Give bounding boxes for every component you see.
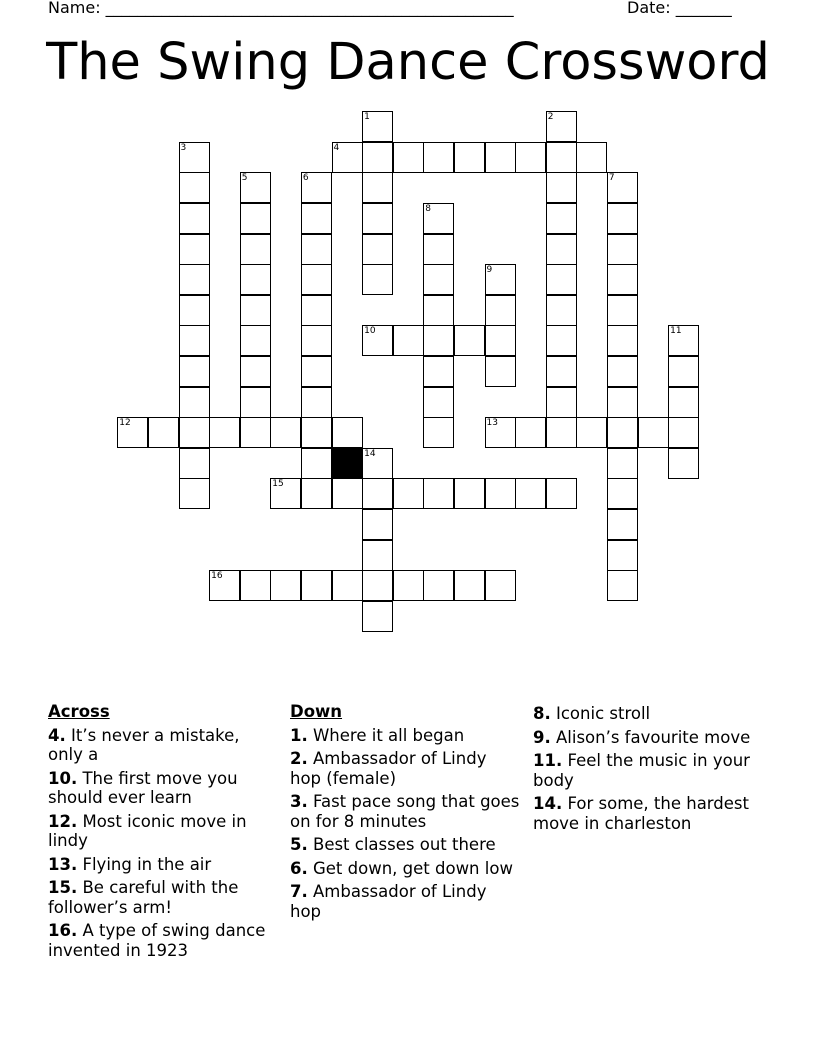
clue-number: 7 — [608, 173, 615, 184]
across-clue: 16. A type of swing dance invented in 1923 — [48, 921, 266, 960]
grid-cell[interactable] — [240, 295, 271, 326]
grid-cell[interactable] — [301, 356, 332, 387]
grid-cell[interactable] — [301, 234, 332, 265]
grid-cell[interactable] — [607, 387, 638, 418]
grid-cell[interactable] — [393, 570, 424, 601]
grid-cell[interactable] — [240, 172, 271, 203]
down-clue: 2. Ambassador of Lindy hop (female) — [290, 749, 487, 788]
grid-cell[interactable] — [362, 264, 393, 295]
grid-cell[interactable] — [393, 325, 424, 356]
grid-cell[interactable] — [179, 142, 210, 173]
grid-cell[interactable] — [240, 387, 271, 418]
grid-cell[interactable] — [485, 295, 516, 326]
grid-cell[interactable] — [362, 111, 393, 142]
grid-cell[interactable] — [576, 142, 607, 173]
grid-cell[interactable] — [179, 295, 210, 326]
grid-cell[interactable] — [546, 325, 577, 356]
grid-cell[interactable] — [423, 203, 454, 234]
clue-number: 1 — [364, 112, 370, 123]
down-clues-continued — [533, 704, 763, 837]
grid-cell[interactable] — [546, 295, 577, 326]
grid-cell[interactable] — [362, 234, 393, 265]
grid-cell[interactable] — [332, 570, 363, 601]
grid-cell[interactable] — [546, 172, 577, 203]
down-clue: 5. Best classes out there — [290, 835, 496, 854]
grid-cell[interactable] — [607, 356, 638, 387]
grid-cell[interactable] — [668, 417, 699, 448]
grid-cell[interactable] — [301, 570, 332, 601]
clue-number: 9 — [486, 265, 493, 276]
grid-cell[interactable] — [607, 203, 638, 234]
grid-cell[interactable] — [607, 540, 638, 571]
grid-cell[interactable] — [393, 478, 424, 509]
grid-cell[interactable] — [362, 203, 393, 234]
grid-cell[interactable] — [179, 417, 210, 448]
grid-cell[interactable] — [270, 570, 301, 601]
name-field-label: Name: ___________________________________________________ — [48, 0, 514, 17]
grid-cell[interactable] — [607, 478, 638, 509]
grid-cell[interactable] — [179, 356, 210, 387]
across-clue: 4. It’s never a mistake, only a — [48, 725, 240, 764]
grid-cell[interactable] — [362, 325, 393, 356]
grid-cell[interactable] — [546, 417, 577, 448]
grid-cell[interactable] — [423, 570, 454, 601]
grid-cell[interactable] — [454, 325, 485, 356]
clue-number: 2 — [547, 112, 554, 123]
grid-cell[interactable] — [454, 478, 485, 509]
grid-cell[interactable] — [423, 478, 454, 509]
grid-cell[interactable] — [332, 142, 363, 173]
clue-number: 5 — [241, 173, 248, 184]
grid-cell[interactable] — [362, 142, 393, 173]
across-clue: 15. Be careful with the follower’s arm! — [48, 878, 239, 917]
grid-cell[interactable] — [423, 234, 454, 265]
grid-cell[interactable] — [485, 417, 516, 448]
grid-cell[interactable] — [332, 478, 363, 509]
grid-cell[interactable] — [607, 448, 638, 479]
grid-cell[interactable] — [546, 478, 577, 509]
grid-cell[interactable] — [362, 448, 393, 479]
grid-cell[interactable] — [423, 417, 454, 448]
grid-cell[interactable] — [607, 570, 638, 601]
grid-cell[interactable] — [301, 295, 332, 326]
clue-number: 16 — [211, 571, 223, 582]
grid-cell[interactable] — [332, 417, 363, 448]
clue-number: 12 — [119, 418, 131, 429]
grid-cell[interactable] — [546, 387, 577, 418]
black-square — [332, 448, 363, 479]
grid-cell[interactable] — [148, 417, 179, 448]
grid-cell[interactable] — [179, 325, 210, 356]
grid-cell[interactable] — [393, 142, 424, 173]
grid-cell[interactable] — [179, 203, 210, 234]
grid-cell[interactable] — [362, 601, 393, 632]
grid-cell[interactable] — [668, 356, 699, 387]
across-heading: Across — [48, 702, 110, 721]
grid-cell[interactable] — [576, 417, 607, 448]
grid-cell[interactable] — [607, 172, 638, 203]
grid-cell[interactable] — [301, 325, 332, 356]
grid-cell[interactable] — [179, 478, 210, 509]
grid-cell[interactable] — [240, 356, 271, 387]
grid-cell[interactable] — [301, 478, 332, 509]
grid-cell[interactable] — [546, 356, 577, 387]
grid-cell[interactable] — [362, 172, 393, 203]
grid-cell[interactable] — [515, 417, 546, 448]
grid-cell[interactable] — [515, 478, 546, 509]
grid-cell[interactable] — [546, 264, 577, 295]
grid-cell[interactable] — [607, 234, 638, 265]
clue-number: 8 — [425, 203, 432, 214]
grid-cell[interactable] — [546, 234, 577, 265]
grid-cell[interactable] — [179, 172, 210, 203]
grid-cell[interactable] — [546, 111, 577, 142]
across-clue: 13. Flying in the air — [48, 854, 212, 874]
grid-cell[interactable] — [179, 264, 210, 295]
down-clue: 6. Get down, get down low — [290, 858, 513, 878]
down-clue: 14. For some, the hardest move in charleston — [533, 794, 749, 833]
down-clues — [290, 702, 520, 925]
clue-number: 6 — [302, 173, 309, 184]
grid-cell[interactable] — [668, 325, 699, 356]
grid-cell[interactable] — [240, 325, 271, 356]
grid-cell[interactable] — [423, 142, 454, 173]
date-field-label: Date: _______ — [627, 0, 732, 17]
grid-cell[interactable] — [301, 264, 332, 295]
down-clue: 9. Alison’s favourite move — [533, 727, 751, 747]
grid-cell[interactable] — [209, 570, 240, 601]
grid-cell[interactable] — [454, 570, 485, 601]
clue-number: 10 — [364, 326, 376, 337]
grid-cell[interactable] — [607, 295, 638, 326]
clue-number: 13 — [486, 418, 498, 429]
grid-cell[interactable] — [423, 264, 454, 295]
grid-cell[interactable] — [485, 570, 516, 601]
across-clue: 12. Most iconic move in lindy — [48, 811, 247, 850]
down-clue: 7. Ambassador of Lindy hop — [290, 882, 487, 921]
grid-cell[interactable] — [607, 325, 638, 356]
grid-cell[interactable] — [485, 356, 516, 387]
grid-cell[interactable] — [423, 325, 454, 356]
grid-cell[interactable] — [362, 570, 393, 601]
grid-cell[interactable] — [362, 478, 393, 509]
grid-cell[interactable] — [240, 264, 271, 295]
grid-cell[interactable] — [240, 417, 271, 448]
grid-cell[interactable] — [270, 417, 301, 448]
down-clue: 1. Where it all began — [290, 725, 465, 745]
clue-number: 3 — [180, 142, 187, 153]
grid-cell[interactable] — [485, 142, 516, 173]
grid-cell[interactable] — [607, 417, 638, 448]
grid-cell[interactable] — [301, 387, 332, 418]
across-clue: 10. The first move you should ever learn — [48, 768, 238, 807]
grid-cell[interactable] — [546, 142, 577, 173]
grid-cell[interactable] — [301, 203, 332, 234]
clue-number: 14 — [364, 448, 376, 459]
grid-cell[interactable] — [179, 387, 210, 418]
grid-cell[interactable] — [240, 234, 271, 265]
grid-cell[interactable] — [209, 417, 240, 448]
down-heading: Down — [290, 702, 343, 721]
clue-number: 15 — [272, 479, 284, 490]
grid-cell[interactable] — [179, 234, 210, 265]
grid-cell[interactable] — [668, 387, 699, 418]
grid-cell[interactable] — [607, 264, 638, 295]
grid-cell[interactable] — [270, 478, 301, 509]
grid-cell[interactable] — [668, 448, 699, 479]
clue-number: 11 — [670, 326, 682, 337]
grid-cell[interactable] — [179, 448, 210, 479]
down-clue: 3. Fast pace song that goes on for 8 minutes — [290, 792, 520, 831]
grid-cell[interactable] — [638, 417, 669, 448]
grid-cell[interactable] — [362, 509, 393, 540]
down-clue: 11. Feel the music in your body — [533, 751, 750, 790]
grid-cell[interactable] — [515, 142, 546, 173]
grid-cell[interactable] — [546, 203, 577, 234]
grid-cell[interactable] — [117, 417, 148, 448]
across-clues — [48, 702, 278, 964]
grid-cell[interactable] — [454, 142, 485, 173]
page-title: The Swing Dance Crossword — [46, 33, 770, 92]
down-clue: 8. Iconic stroll — [533, 704, 651, 723]
grid-cell[interactable] — [485, 325, 516, 356]
grid-cell[interactable] — [240, 570, 271, 601]
grid-cell[interactable] — [485, 478, 516, 509]
grid-cell[interactable] — [301, 417, 332, 448]
grid-cell[interactable] — [485, 264, 516, 295]
clue-number: 4 — [333, 142, 340, 153]
grid-cell[interactable] — [423, 295, 454, 326]
grid-cell[interactable] — [607, 509, 638, 540]
grid-cell[interactable] — [362, 540, 393, 571]
grid-cell[interactable] — [301, 172, 332, 203]
grid-cell[interactable] — [301, 448, 332, 479]
grid-cell[interactable] — [423, 356, 454, 387]
grid-cell[interactable] — [240, 203, 271, 234]
grid-cell[interactable] — [423, 387, 454, 418]
